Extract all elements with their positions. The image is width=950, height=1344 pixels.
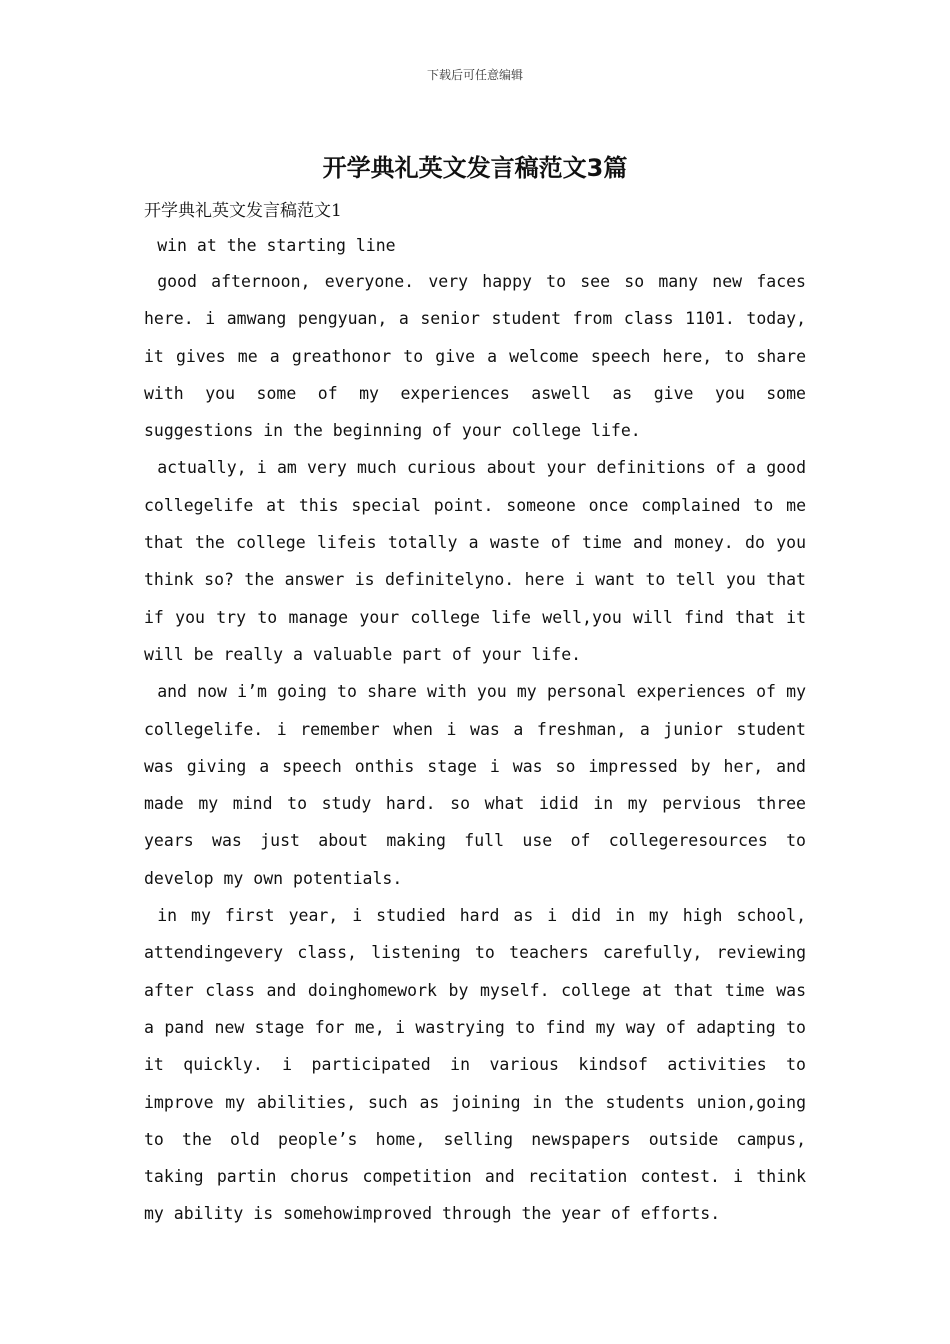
section-subtitle: 开学典礼英文发言稿范文1 xyxy=(144,201,342,221)
paragraph-definitions: actually, i am very much curious about your definitions of a good collegelife at this special point. someone once complained to me that the college lifeis totally a waste of time and money. do you think so? the answer is definitelyno. here i want to tell you that if you try to manage your college life well,you will find that it will be really a valuable part of your life. xyxy=(144,458,806,664)
document-body xyxy=(144,197,806,1233)
speech-heading: win at the starting line xyxy=(157,236,396,255)
paragraph-greeting: good afternoon, everyone. very happy to see so many new faces here. i amwang pengyuan, a senior student from class 1101. today, it gives me a greathonor to give a welcome speech here, to share with you some of my experiences aswell as give you some suggestions in the beginning of your college life. xyxy=(144,272,806,441)
page-header-note: 下载后可任意编辑 xyxy=(426,68,523,82)
paragraph-experiences: and now i’m going to share with you my personal experiences of my collegelife. i remember when i was a freshman, a junior student was giving a speech onthis stage i was so impressed by her, and made my mind to study hard. so what idid in my pervious three years was just about making full use of collegeresources to develop my own potentials. xyxy=(144,682,806,888)
document-title: 开学典礼英文发言稿范文3篇 xyxy=(322,154,628,182)
paragraph-first-year: in my first year, i studied hard as i did in my high school, attendingevery class, listening to teachers carefully, reviewing after class and doinghomework by myself. college at that time was a pand new stage for me, i wastrying to find my way of adapting to it quickly. i participated in various kindsof activities to improve my abilities, such as joining in the students union,going to the old people’s home, selling newspapers outside campus, taking partin chorus competition and recitation contest. i think my ability is somehowimproved through the year of efforts. xyxy=(144,906,806,1224)
